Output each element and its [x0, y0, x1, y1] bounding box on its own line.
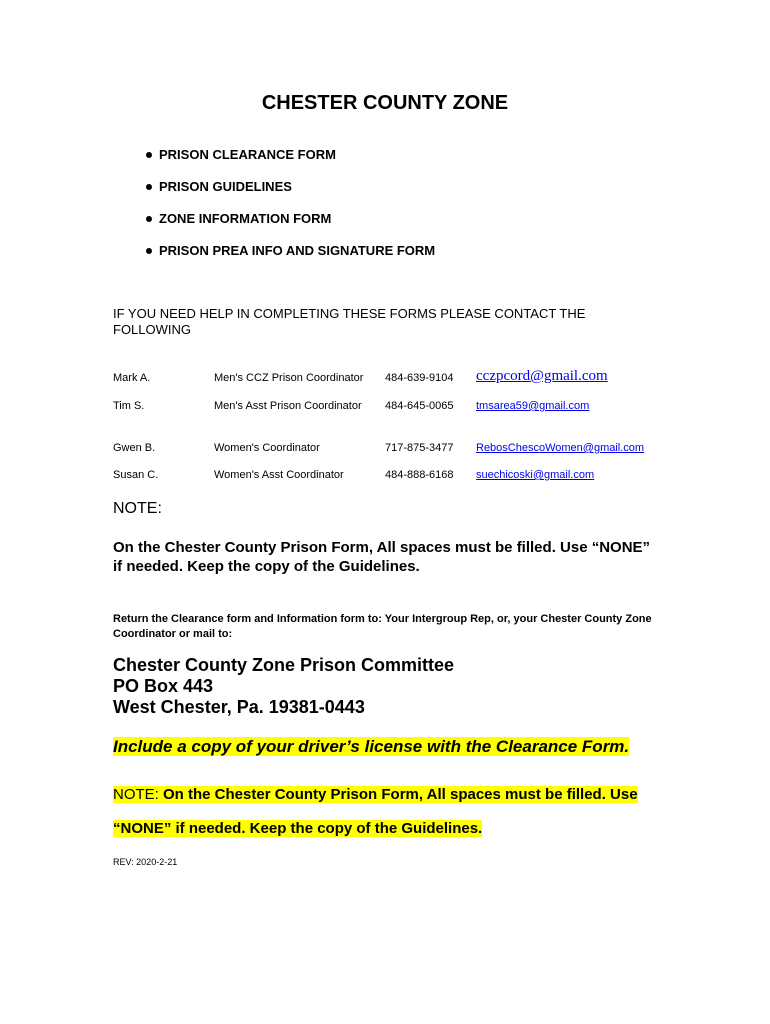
- bullet-item: [146, 179, 292, 194]
- help-text: IF YOU NEED HELP IN COMPLETING THESE FORMS PLEASE CONTACT THE FOLLOWING: [113, 306, 586, 337]
- contact-role: Men's Asst Prison Coordinator: [214, 400, 362, 412]
- contact-name: Gwen B.: [113, 442, 156, 454]
- bullet-dot-icon: [146, 184, 152, 190]
- contact-email-link[interactable]: cczpcord@gmail.com: [476, 368, 608, 384]
- bullet-label: PRISON PREA INFO AND SIGNATURE FORM: [159, 243, 436, 258]
- address-line: Chester County Zone Prison Committee: [113, 655, 455, 675]
- contact-email-link[interactable]: tmsarea59@gmail.com: [476, 400, 590, 412]
- bullet-dot-icon: [146, 216, 152, 222]
- mailing-address: [113, 655, 454, 718]
- note-text: On the Chester County Prison Form, All spaces must be filled. Use “NONE” if needed. Keep the copy of the Guidelines.: [113, 539, 651, 575]
- bullet-label: PRISON GUIDELINES: [159, 179, 292, 194]
- highlighted-note-label: NOTE:: [113, 786, 164, 803]
- contact-role: Women's Asst Coordinator: [214, 469, 344, 481]
- address-line: PO Box 443: [113, 676, 214, 696]
- contact-email-link[interactable]: RebosChescoWomen@gmail.com: [476, 442, 645, 454]
- document-title: CHESTER COUNTY ZONE: [261, 92, 509, 114]
- contact-role: Men's CCZ Prison Coordinator: [214, 372, 364, 384]
- address-line: West Chester, Pa. 19381-0443: [113, 697, 365, 717]
- include-license-note: [113, 737, 629, 757]
- return-instructions: Return the Clearance form and Information form to: Your Intergroup Rep, or, your Chester County Zone Coordinator or mail to:: [113, 613, 652, 640]
- bullet-item: [146, 211, 331, 226]
- bullet-label: ZONE INFORMATION FORM: [159, 211, 332, 226]
- bullet-dot-icon: [146, 152, 152, 158]
- contact-name: Tim S.: [113, 400, 145, 412]
- contact-phone: 717-875-3477: [385, 442, 454, 454]
- bullet-item: [146, 243, 435, 258]
- contact-name: Susan C.: [113, 469, 159, 481]
- highlighted-note-text: On the Chester County Prison Form, All spaces must be filled. Use “NONE” if needed. Keep the copy of the Guidelines.: [113, 786, 638, 837]
- contact-role: Women's Coordinator: [214, 442, 320, 454]
- bullet-item: [146, 147, 336, 162]
- contact-phone: 484-645-0065: [385, 400, 454, 412]
- highlighted-note: [113, 778, 673, 846]
- note-label: NOTE:: [113, 500, 162, 517]
- include-license-text: Include a copy of your driver’s license with the Clearance Form.: [113, 737, 630, 756]
- bullet-label: PRISON CLEARANCE FORM: [159, 147, 336, 162]
- contact-phone: 484-639-9104: [385, 372, 454, 384]
- bullet-dot-icon: [146, 248, 152, 254]
- revision-label: REV: 2020-2-21: [113, 857, 178, 867]
- contact-email-link[interactable]: suechicoski@gmail.com: [476, 469, 595, 481]
- contact-name: Mark A.: [113, 372, 151, 384]
- contact-phone: 484-888-6168: [385, 469, 454, 481]
